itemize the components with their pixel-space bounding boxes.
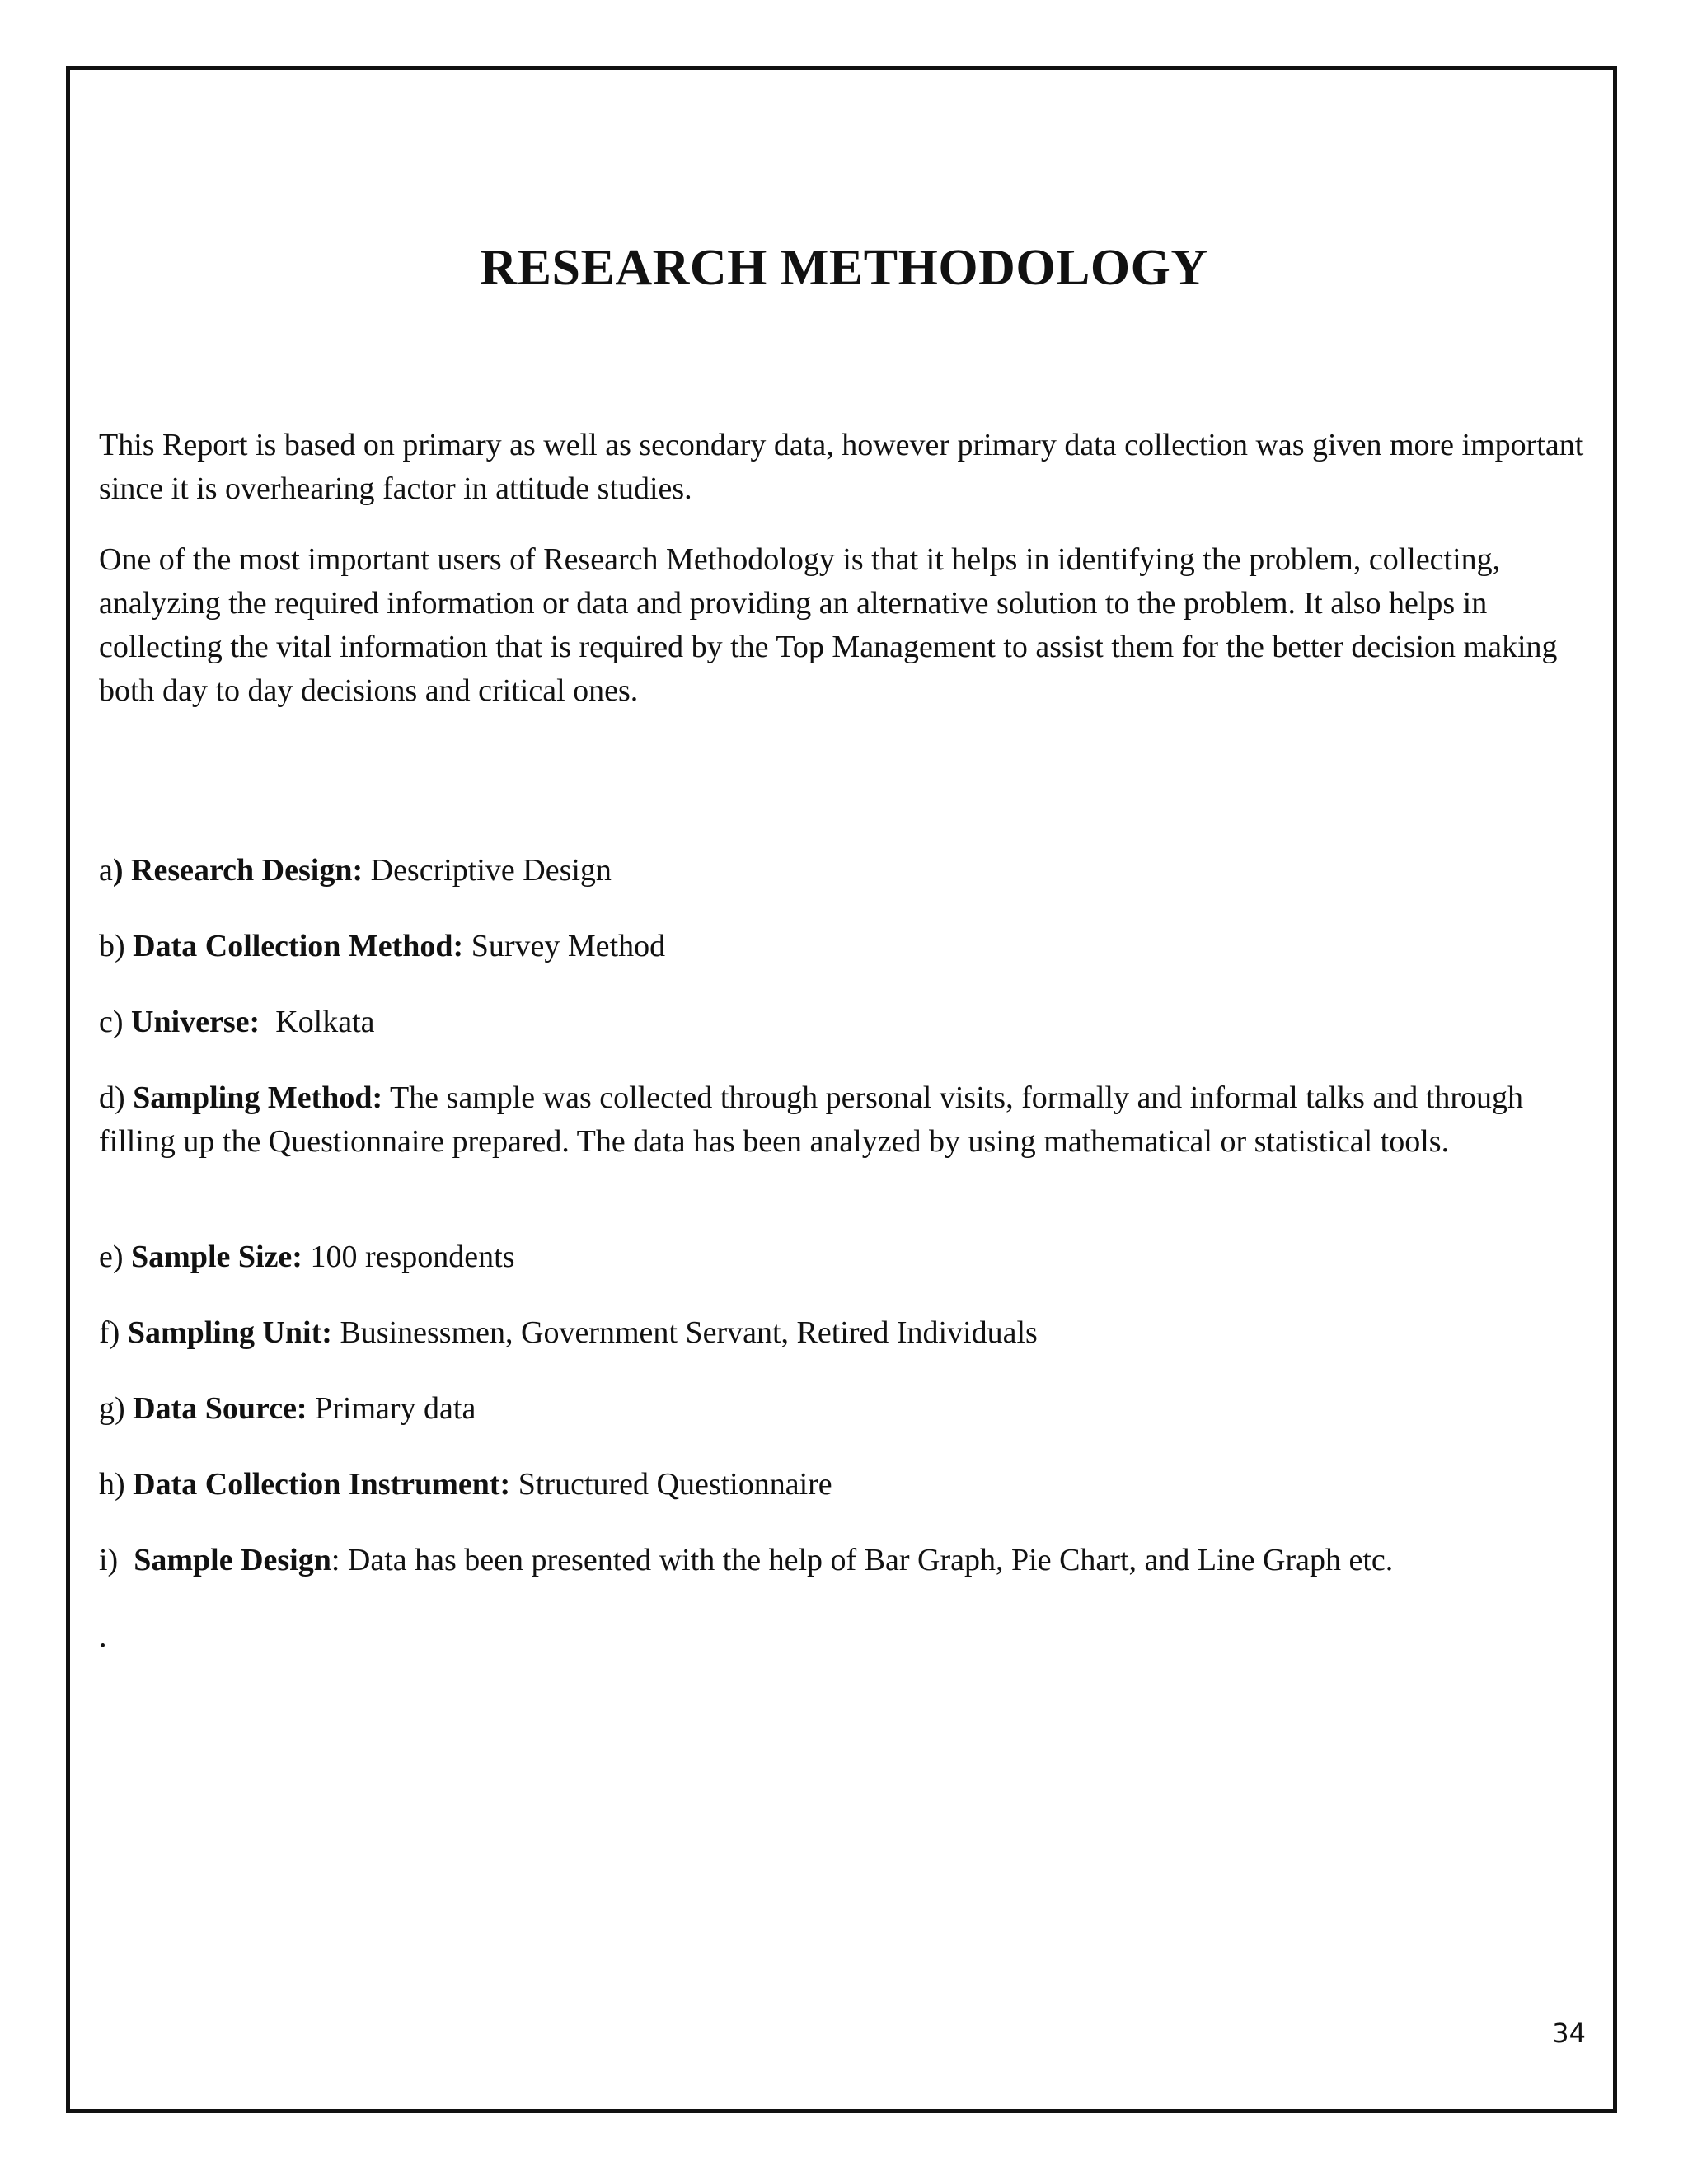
item-label: ) Research Design: (112, 853, 363, 888)
item-marker: h) (99, 1467, 134, 1502)
item-data-source (99, 1387, 1591, 1431)
item-data-collection-method (99, 925, 1591, 968)
item-research-design (99, 849, 1591, 893)
item-value: The sample was collected through personal visits, formally and informal talks and through filling up the Questionnaire prepared. The data has been analyzed by using mathematical or statistical tools. (99, 1080, 1524, 1159)
page-number: 34 (1552, 2018, 1586, 2049)
page-title: RESEARCH METHODOLOGY (480, 240, 1208, 296)
item-value: Survey Method (463, 929, 666, 963)
item-value: Primary data (307, 1391, 476, 1426)
item-label: Data Collection Method: (133, 929, 464, 963)
item-sample-design (99, 1539, 1591, 1582)
item-data-collection-instrument (99, 1463, 1591, 1507)
item-marker: i) (99, 1543, 134, 1577)
item-marker: e) (99, 1240, 132, 1274)
item-marker: b) (99, 929, 134, 963)
item-marker: d) (99, 1080, 134, 1115)
item-marker: a (99, 853, 113, 888)
methodology-paragraph: One of the most important users of Research Methodology is that it helps in identifying the problem, collecting, analyzing the required information or data and providing an alternative solution to the problem. It also helps in collecting the vital information that is required by the Top Management to assist them for the better decision making both day to day decisions and critical ones. (99, 542, 1558, 708)
item-value: Kolkata (260, 1005, 375, 1039)
item-value: : Data has been presented with the help of Bar Graph, Pie Chart, and Line Graph etc. (331, 1543, 1394, 1577)
item-label: Data Source: (133, 1391, 307, 1426)
item-marker: c) (99, 1005, 132, 1039)
item-label: Sample Design (134, 1543, 331, 1577)
item-label: Universe: (131, 1005, 260, 1039)
item-universe (99, 1001, 1591, 1044)
trailing-mark: . (99, 1619, 107, 1654)
item-label: Sampling Unit: (127, 1315, 332, 1350)
item-value: 100 respondents (302, 1240, 515, 1274)
item-sampling-unit (99, 1311, 1591, 1355)
item-sampling-method (99, 1076, 1591, 1164)
item-label: Sample Size: (131, 1240, 302, 1274)
item-label: Data Collection Instrument: (133, 1467, 511, 1502)
item-marker: f) (99, 1315, 128, 1350)
item-label: Sampling Method: (133, 1080, 383, 1115)
item-marker: g) (99, 1391, 134, 1426)
item-sample-size (99, 1235, 1591, 1279)
item-value: Descriptive Design (363, 853, 612, 888)
item-value: Structured Questionnaire (510, 1467, 832, 1502)
item-value: Businessmen, Government Servant, Retired Individuals (331, 1315, 1038, 1350)
intro-paragraph: This Report is based on primary as well as secondary data, however primary data collection was given more important since it is overhearing factor in attitude studies. (99, 428, 1584, 506)
